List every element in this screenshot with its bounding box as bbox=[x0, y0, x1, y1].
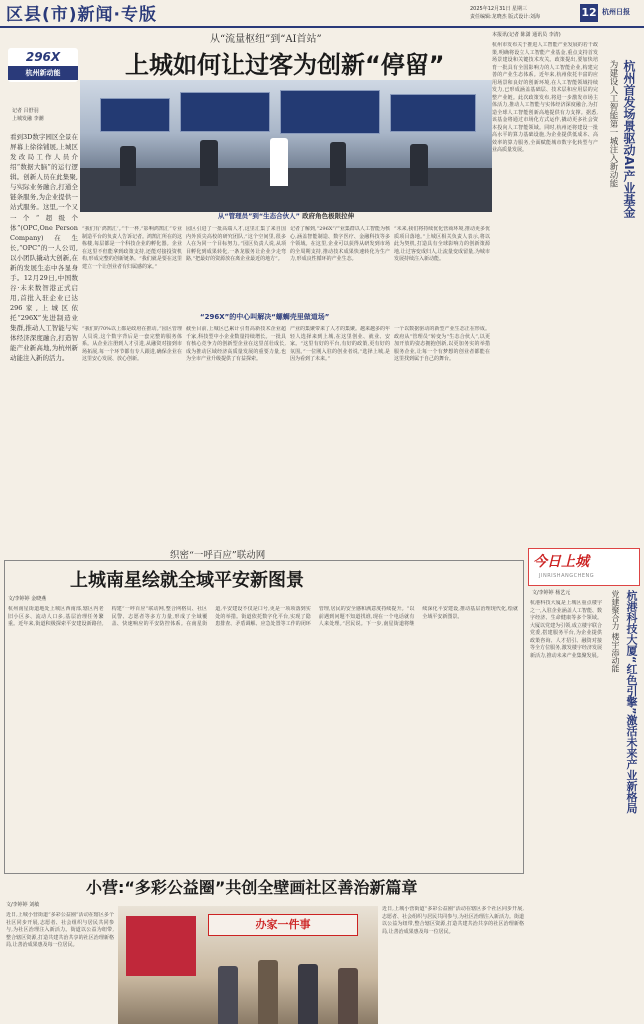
story3-headline: 小营:“多彩公益圈”共创全壁画社区善治新篇章 bbox=[86, 878, 418, 897]
main-subhead: “296X”的中心叫解决“螺蛳壳里做道场” bbox=[200, 313, 330, 321]
today-byline: 文/李婷婷 杨艺元 bbox=[532, 590, 571, 596]
today-title: 今日上城 bbox=[533, 554, 589, 570]
main-headline: 上城如何让过客为创新“停留” bbox=[125, 51, 445, 79]
main-column-8: 一个以数据驱动的新型产业生态正在形成。政府从“管理员”转变为“生态合伙人”,以更加开放的姿态拥抱创新,以更加务实的举措服务企业,让每一个有梦想的创业者都能在这里找到属于自己的舞台。 bbox=[394, 326, 490, 362]
badge-title: 296X bbox=[25, 50, 61, 64]
paper-logo: 杭州日报 bbox=[602, 8, 630, 16]
today-headline-sub: 党建聚合力 楼宇添动能 bbox=[611, 590, 620, 673]
right-headline-sub: 为建设人工智能第一城注入新动能 bbox=[608, 60, 618, 188]
story3-photo bbox=[118, 906, 378, 1024]
caption-text: 政府角色极限拉伸 bbox=[302, 212, 355, 220]
story2-kicker: 织密“一呼百应”联动网 bbox=[170, 550, 266, 561]
right-headline-main: 杭州首发场景驱动AI产业基金 bbox=[622, 60, 636, 218]
story2-headline: 上城南星绘就全域平安新图景 bbox=[70, 570, 304, 591]
today-shangcheng-banner bbox=[528, 548, 640, 586]
story2-byline: 文/李婷婷 金晓燕 bbox=[8, 596, 47, 602]
main-column-5: “我们的70%以上都是政府在推动。”园区管理人员说,这个数字背后是一套完整的服务体系。从企业注册到人才引进,从融资对接到市场拓展,每一个环节都有专人跟进,确保企业在这里安心发展、放心创新。 bbox=[82, 326, 182, 362]
main-column-1: “我们有‘鸿鹄汇’。”干一杯,“影响鸿鹄汇”专业制造平台的负责人告诉记者。鸿鹄汇所在的这栋楼,每层都是一个科技企业的孵化器。企业在这里不但能拿到政策支持,还能对接投资机构,形成完整的创新链条。“我们就是要在这里建立一个让创业者有归属感的家。” bbox=[82, 226, 182, 270]
today-headline-main: 杭港科技大厦“红色引擎”激活未来产业新格局 bbox=[625, 590, 638, 814]
story3-byline: 文/李婷婷 刘敏 bbox=[6, 902, 40, 908]
story2-body: 杭州南星街道地处上城区西南部,辖区内老旧小区多、流动人口多,基层治理任务繁重。近年来,街道积极探索平安建设新路径,构建“一呼百应”联动网,整合网格员、社区民警、志愿者等多方力量,形成了全域覆盖、快速响应的平安防控体系。在南星街道,平安建设不仅是口号,更是一项项落到实处的举措。街道依托数字化平台,实现了隐患排查、矛盾调解、应急处置等工作的闭环管理,居民的安全感和满意度持续提升。“以前遇到问题不知道找谁,现在一个电话就有人来处理。”居民说。下一步,南星街道将继续深化平安建设,推动基层治理现代化,绘就全域平安新图景。 bbox=[8, 606, 518, 627]
today-subtitle: JINRISHANGCHENG bbox=[539, 573, 595, 579]
story3-body-left: 近日,上城小营街道“多彩公益圈”活动在辖区多个社区同步开展,志愿者、社会组织与居民共同参与,为社区治理注入新活力。街道以公益为纽带,整合辖区资源,打造共建共治共享的社区治理新格局,让善治成果惠及每一位居民。 bbox=[6, 912, 114, 948]
section-title: 区县(市)新闻·专版 bbox=[6, 5, 157, 25]
main-kicker: 从“流量枢纽”到“AI首站” bbox=[210, 34, 322, 45]
296x-badge bbox=[8, 48, 78, 82]
page-header bbox=[0, 0, 644, 28]
photo-sign: 办家一件事 bbox=[208, 914, 358, 936]
issue-date: 2025年12月31日 星期三 bbox=[470, 6, 528, 12]
right-vertical-headline bbox=[600, 32, 640, 560]
today-body: 杭港科技大厦是上城区重点楼宇之一,入驻企业涵盖人工智能、数字经济、生命健康等多个领域。大厦以党建为引领,成立楼宇联合党委,搭建服务平台,为企业提供政策咨询、人才招引、融资对接等全方位服务,激发楼宇经济发展新活力,推动未来产业集聚发展。 bbox=[530, 600, 602, 659]
main-column-4: “未来,我们将持续优化营商环境,推动更多优质项目落地。”上城区相关负责人表示,将以此为契机,打造具有全球影响力的创新策源地,让过客变成归人,让流量变成留量,为城市发展持续注入新动能。 bbox=[394, 226, 490, 262]
main-photo bbox=[80, 80, 492, 212]
main-photo-caption bbox=[80, 212, 492, 224]
editor-credit: 责任编辑:龙晓杰 版式设计:刘海 bbox=[470, 14, 540, 20]
sidebar-body: 看到3D数字园区全景在屏幕上徐徐铺展,上城区发改局工作人员介绍“数据大脑”的运行逻辑。创新人员在此集聚,与实际业务融合,打通全链条服务,为企业提供一站式服务。这里,一个又一个“超级个体”(OPC,One Person Company)在生长,“OPC”的一人公司,以小团队撬动大创新,在新的发展生态中各显身手。12月29日,中国数谷·未来数智港正式启用,首批入驻企业已达296家,上城区依托“296X”先进制造业集群,推动人工智能与实体经济深度融合,打造智能产业新高地,为杭州新动能注入新的活力。 bbox=[10, 133, 78, 363]
right-body: 杭州市发布关于推进人工智能产业发展的若干政策,明确将设立人工智能产业基金,重点支持首发场景建设和关键技术攻关。政策提出,要加快培育一批具有全国影响力的人工智能企业,构建完善的产业生态体系。近年来,杭州依托丰富的应用场景和良好的创新环境,在人工智能领域持续发力,已形成涵盖基础层、技术层和应用层的完整产业链。此次政策发布,将进一步激发市场主体活力,推动人工智能与实体经济深度融合,为打造全球人工智能创新高地提供有力支撑。据悉,该基金将通过市场化方式运作,撬动更多社会资本投向人工智能领域。同时,杭州还将建设一批高水平的算力基础设施,为企业提供低成本、高效率的算力服务,全面赋能城市数字化转型与产业高质量发展。 bbox=[492, 42, 598, 153]
main-column-6: 截至目前,上城区已累计引育高新技术企业超千家,科技型中小企业数量持续增长。一批具有核心竞争力的创新型企业在这里茁壮成长,成为推动区域经济高质量发展的重要力量,也为全市产业升级提供了有益探索。 bbox=[186, 326, 286, 362]
sidebar-byline: 记者 吕舒羽 上城发融 李潮 bbox=[12, 108, 44, 122]
story3-body-right: 近日,上城小营街道“多彩公益圈”活动在辖区多个社区同步开展,志愿者、社会组织与居民共同参与,为社区治理注入新活力。街道以公益为纽带,整合辖区资源,打造共建共治共享的社区治理新格局,让善治成果惠及每一位居民。 bbox=[382, 906, 524, 935]
right-byline: 本报讯(记者 陈潇 通讯员 李清) bbox=[492, 32, 561, 38]
main-column-2: 园区引进了一批高端人才,这里汇集了来自国内外顶尖高校的研究团队,“这个空间里,很多人在为同一个目标努力。”园区负责人说,从项目孵化到成果转化,一条龙服务让企业少走弯路,“把最好的资源放在离企业最近的地方”。 bbox=[186, 226, 286, 262]
page-number: 12 bbox=[580, 4, 598, 22]
caption-emphasis: 从“管理员”到“生态合伙人” bbox=[217, 212, 300, 220]
badge-subtitle: 杭州新动能 bbox=[8, 66, 78, 80]
header-meta bbox=[470, 5, 580, 21]
main-column-7: 产业的集聚带来了人才的集聚。越来越多的年轻人选择来到上城,在这里创业、就业、安家。“这里有好的平台,有好的政策,更有好的氛围。”一位刚入驻的创业者说,“选择上城,是因为看到了未来。” bbox=[290, 326, 390, 362]
sidebar-296x bbox=[4, 48, 78, 552]
main-column-3: 记者了解到,“296X”产业集群以人工智能为核心,涵盖智能制造、数字医疗、金融科技等多个领域。在这里,企业可以获得从研发到市场的全周期支持,推动技术成果快速转化为生产力,形成良性循环的产业生态。 bbox=[290, 226, 390, 262]
